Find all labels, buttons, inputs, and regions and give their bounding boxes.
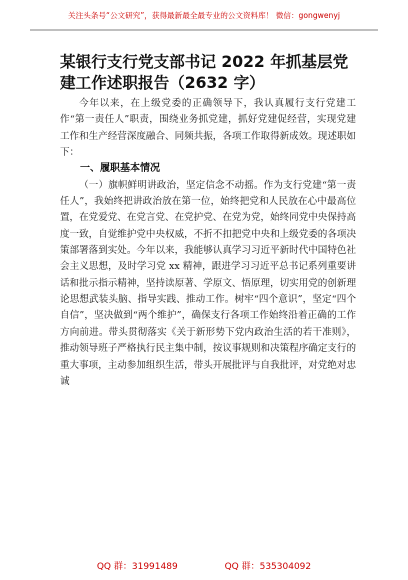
document-body [60,96,356,390]
header-banner: 关注头条号“公文研究”，获得最新最全最专业的公文资料库！ 微信：gongwenyj [30,5,378,31]
footer-qq-group-1: QQ 群：31991489 [96,562,178,572]
section-heading: 一、履职基本情况 [80,163,160,175]
body-paragraph: （一）旗帜鲜明讲政治，坚定信念不动摇。作为支行党建“第一责任人”，我始终把讲政治放在第一位，始终把党和人民放在心中最高位置，在党爱党、在党言党、在党护党、在党为党，始终同党中央保持高度一致，自觉维护党中央权威，不折不扣把党中央和上级党委的各项决策部署落到实处。今年以来，我能够认真学习习近平新时代中国特色社会主义思想，及时学习党 xx 精神，跟进学习习近平总书记系列重要讲话和批示指示精神，坚持读原著、学原文、悟原理，切实用党的创新理论思想武装头脑、指导实践、推动工作。树牢“四个意识”，坚定“四个自信”，坚决做到“两个维护”，确保支行各项工作始终沿着正确的工作方向前进。带头贯彻落实《关于新形势下党内政治生活的若干准则》，推动领导班子严格执行民主集中制，按议事规则和决策程序确定支行的重大事项，主动参加组织生活，带头开展批评与自我批评，对党绝对忠诚 [60,179,356,387]
intro-paragraph: 今年以来，在上级党委的正确领导下，我认真履行支行党建工作“第一责任人”职责，围绕业务抓党建，抓好党建促经营，实现党建工作和生产经营深度融合、同频共振，各项工作取得新成效。现述职如下： [60,98,356,159]
footer-qq-group-2: QQ 群：535304092 [224,562,312,572]
document-title: 某银行支行党支部书记 2022 年抓基层党建工作述职报告（2632 字） [60,53,349,92]
footer-contact [0,558,408,576]
